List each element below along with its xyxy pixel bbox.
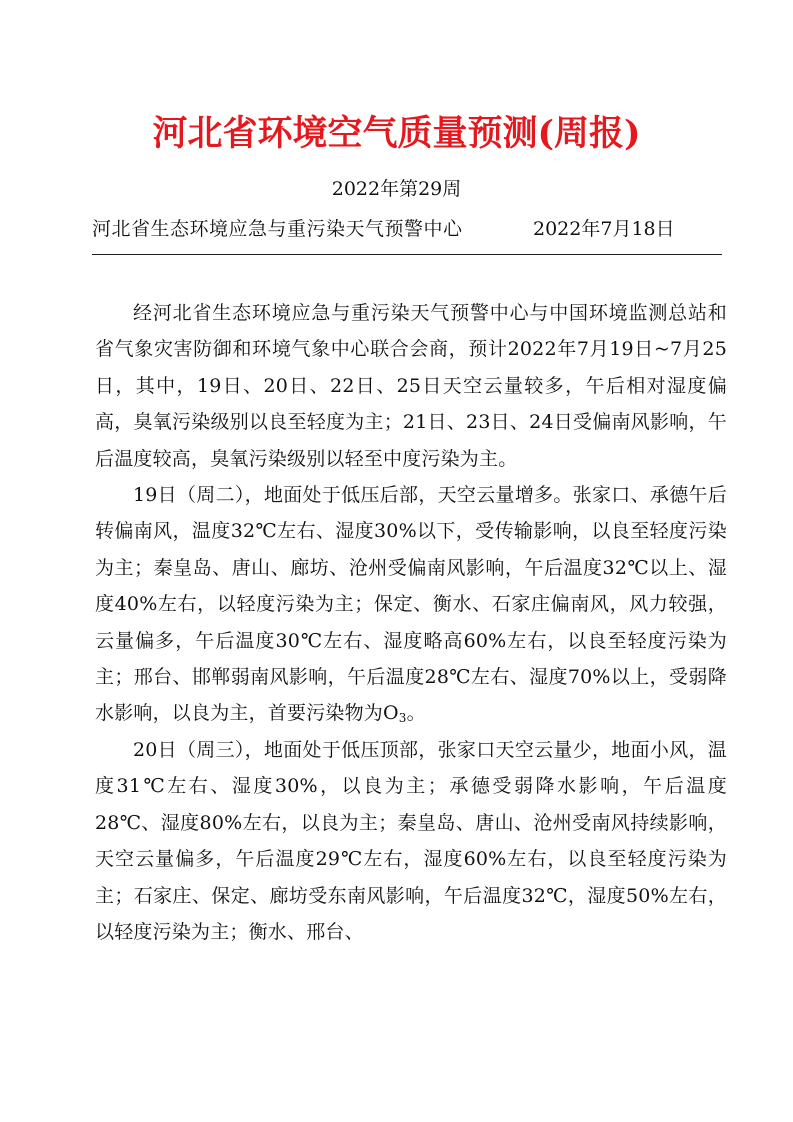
ozone-subscript: 3: [398, 711, 407, 726]
day-19-end: 。: [406, 702, 426, 725]
issue-week: 2022年第29周: [331, 178, 462, 200]
document-title: 河北省环境空气质量预测(周报): [152, 113, 641, 154]
issuer-name: 河北省生态环境应急与重污染天气预警中心: [92, 218, 463, 240]
header-divider: [92, 254, 722, 255]
day-19-text: 19日（周二），地面处于低压后部，天空云量增多。张家口、承德午后转偏南风，温度32℃左右、湿度30%以下，受传输影响，以良至轻度污染为主；秦皇岛、唐山、廊坊、沧州受偏南风影响，午后温度32℃以上、湿度40%左右，以轻度污染为主；保定、衡水、石家庄偏南风，风力较强，云量偏多，午后温度30℃左右、湿度略高60%左右，以良至轻度污染为主；邢台、邯郸弱南风影响，午后温度28℃左右、湿度70%以上，受弱降水影响，以良为主，首要污染物为O: [95, 484, 727, 725]
issue-date: 2022年7月18日: [533, 218, 675, 240]
day-20-paragraph: 20日（周三），地面处于低压顶部，张家口天空云量少，地面小风，温度31℃左右、湿度30%，以良为主；承德受弱降水影响，午后温度28℃、湿度80%左右，以良为主；秦皇岛、唐山、沧州受南风持续影响，天空云量偏多，午后温度29℃左右，湿度60%左右，以良至轻度污染为主；石家庄、保定、廊坊受东南风影响，午后温度32℃，湿度50%左右，以轻度污染为主；衡水、邢台、: [95, 738, 727, 943]
summary-paragraph: 经河北省生态环境应急与重污染天气预警中心与中国环境监测总站和省气象灾害防御和环境气象中心联合会商，预计2022年7月19日~7月25日，其中，19日、20日、22日、25日天空云量较多，午后相对湿度偏高，臭氧污染级别以良至轻度为主；21日、23日、24日受偏南风影响，午后温度较高，臭氧污染级别以轻至中度污染为主。: [95, 302, 727, 470]
day-19-paragraph: [95, 477, 727, 732]
forecast-body: [95, 295, 727, 950]
